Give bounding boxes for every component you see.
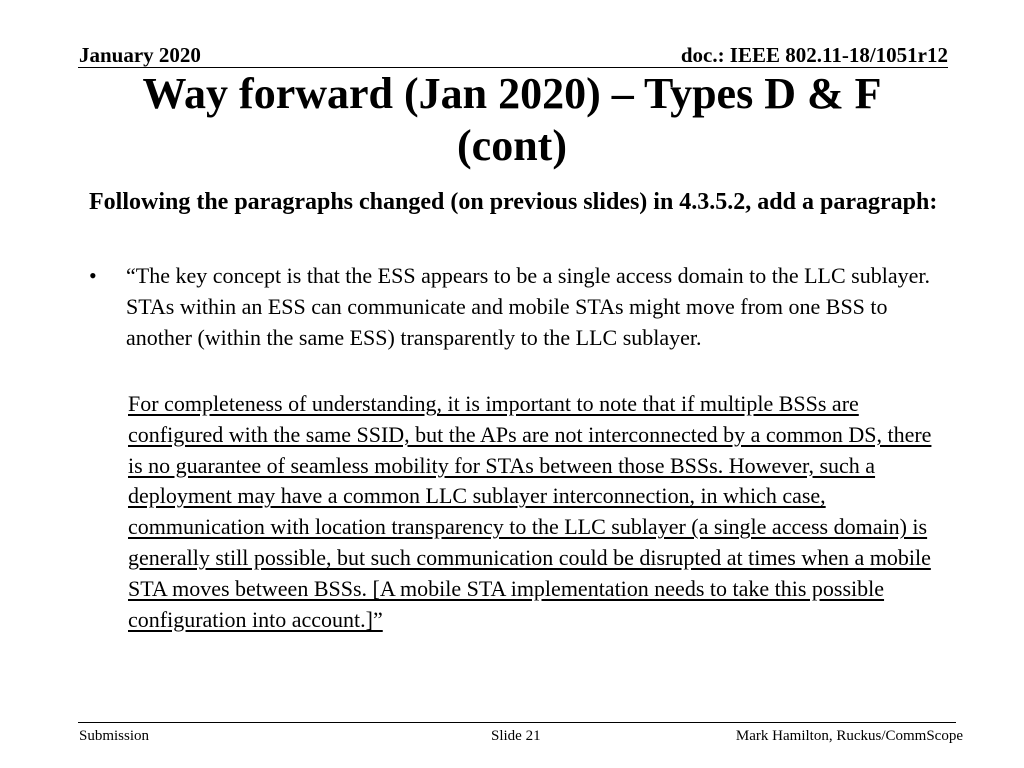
footer-author: Mark Hamilton, Ruckus/CommScope: [735, 728, 963, 744]
slide-title: Way forward (Jan 2020) – Types D & F (cont): [142, 69, 882, 170]
inserted-paragraph: For completeness of understanding, it is important to note that if multiple BSSs are configured with the same SSID, but the APs are not interconnected by a common DS, there is no guarantee of seamless mobility for STAs between those BSSs. However, such a deployment may have a common LLC sublayer interconnection, in which case, communication with location transparency to the LLC sublayer (a single access domain) is generally still possible, but such communication could be disrupted at times when a mobile STA moves between BSSs. [A mobile STA implementation needs to take this possible configuration into account.]”: [128, 391, 932, 632]
bullet-icon: •: [89, 263, 97, 288]
header-date: January 2020: [79, 43, 201, 67]
bullet-text: “The key concept is that the ESS appears to be a single access domain to the LLC sublayer. STAs within an ESS can communicate and mobile STAs might move from one BSS to another (within the same ESS) transparently to the LLC sublayer.: [126, 263, 930, 350]
footer-divider: [78, 722, 956, 723]
intro-paragraph: Following the paragraphs changed (on previous slides) in 4.3.5.2, add a paragraph:: [89, 189, 938, 215]
bullet-item: [89, 260, 939, 353]
footer-submission: Submission: [79, 728, 150, 744]
header-doc-id: doc.: IEEE 802.11-18/1051r12: [680, 43, 948, 67]
footer-slide-number: Slide 21: [491, 728, 541, 744]
